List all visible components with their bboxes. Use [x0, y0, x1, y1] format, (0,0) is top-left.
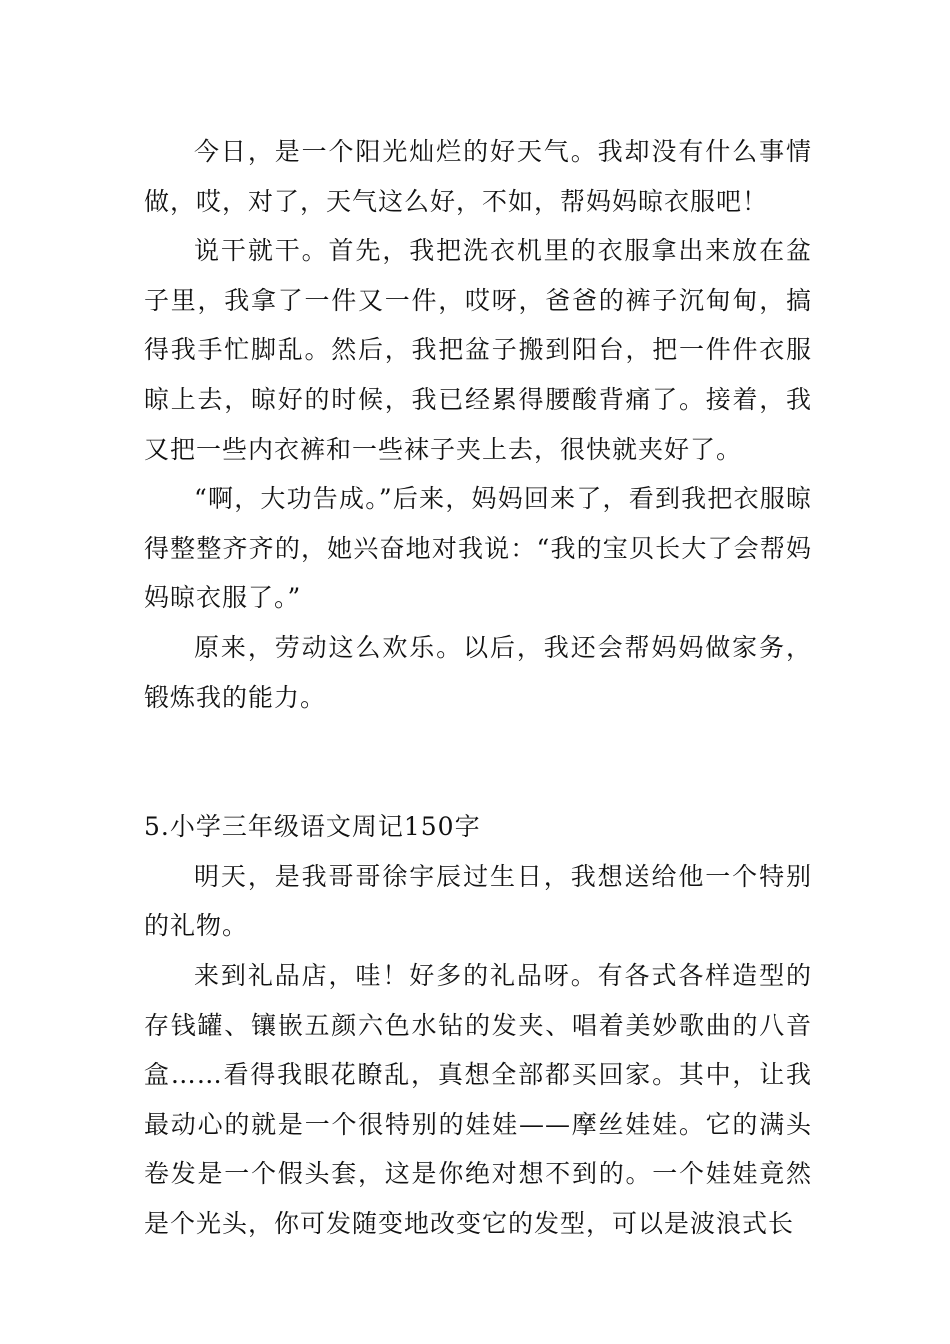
section-heading: 5.小学三年级语文周记150字 [144, 812, 481, 842]
paragraph-hang-clothes-conclusion: 原来，劳动这么欢乐。以后，我还会帮妈妈做家务，锻炼我的能力。 [144, 632, 812, 712]
paragraph-birthday-intro: 明天，是我哥哥徐宇辰过生日，我想送给他一个特别的礼物。 [144, 861, 812, 941]
paragraph-hang-clothes-intro: 今日，是一个阳光灿烂的好天气。我却没有什么事情做，哎，对了，天气这么好，不如，帮妈妈晾衣服吧！ [144, 137, 812, 216]
paragraph-hang-clothes-process: 说干就干。首先，我把洗衣机里的衣服拿出来放在盆子里，我拿了一件又一件，哎呀，爸爸的裤子沉甸甸，搞得我手忙脚乱。然后，我把盆子搬到阳台，把一件件衣服晾上去，晾好的时候，我已经累得腰酸背痛了。接着，我又把一些内衣裤和一些袜子夹上去，很快就夹好了。 [144, 236, 812, 464]
paragraph-gift-shop: 来到礼品店，哇！好多的礼品呀。有各式各样造型的存钱罐、镶嵌五颜六色水钻的发夹、唱着美妙歌曲的八音盒……看得我眼花瞭乱，真想全部都买回家。其中，让我最动心的就是一个很特别的娃娃——摩丝娃娃。它的满头卷发是一个假头套，这是你绝对想不到的。一个娃娃竟然是个光头，你可发随变地改变它的发型，可以是波浪式长 [144, 960, 812, 1238]
paragraph-hang-clothes-mom-returns: “啊，大功告成。”后来，妈妈回来了，看到我把衣服晾得整整齐齐的，她兴奋地对我说：“我的宝贝长大了会帮妈妈晾衣服了。” [144, 484, 812, 613]
document-body [144, 127, 812, 1248]
section-gap [144, 722, 812, 802]
